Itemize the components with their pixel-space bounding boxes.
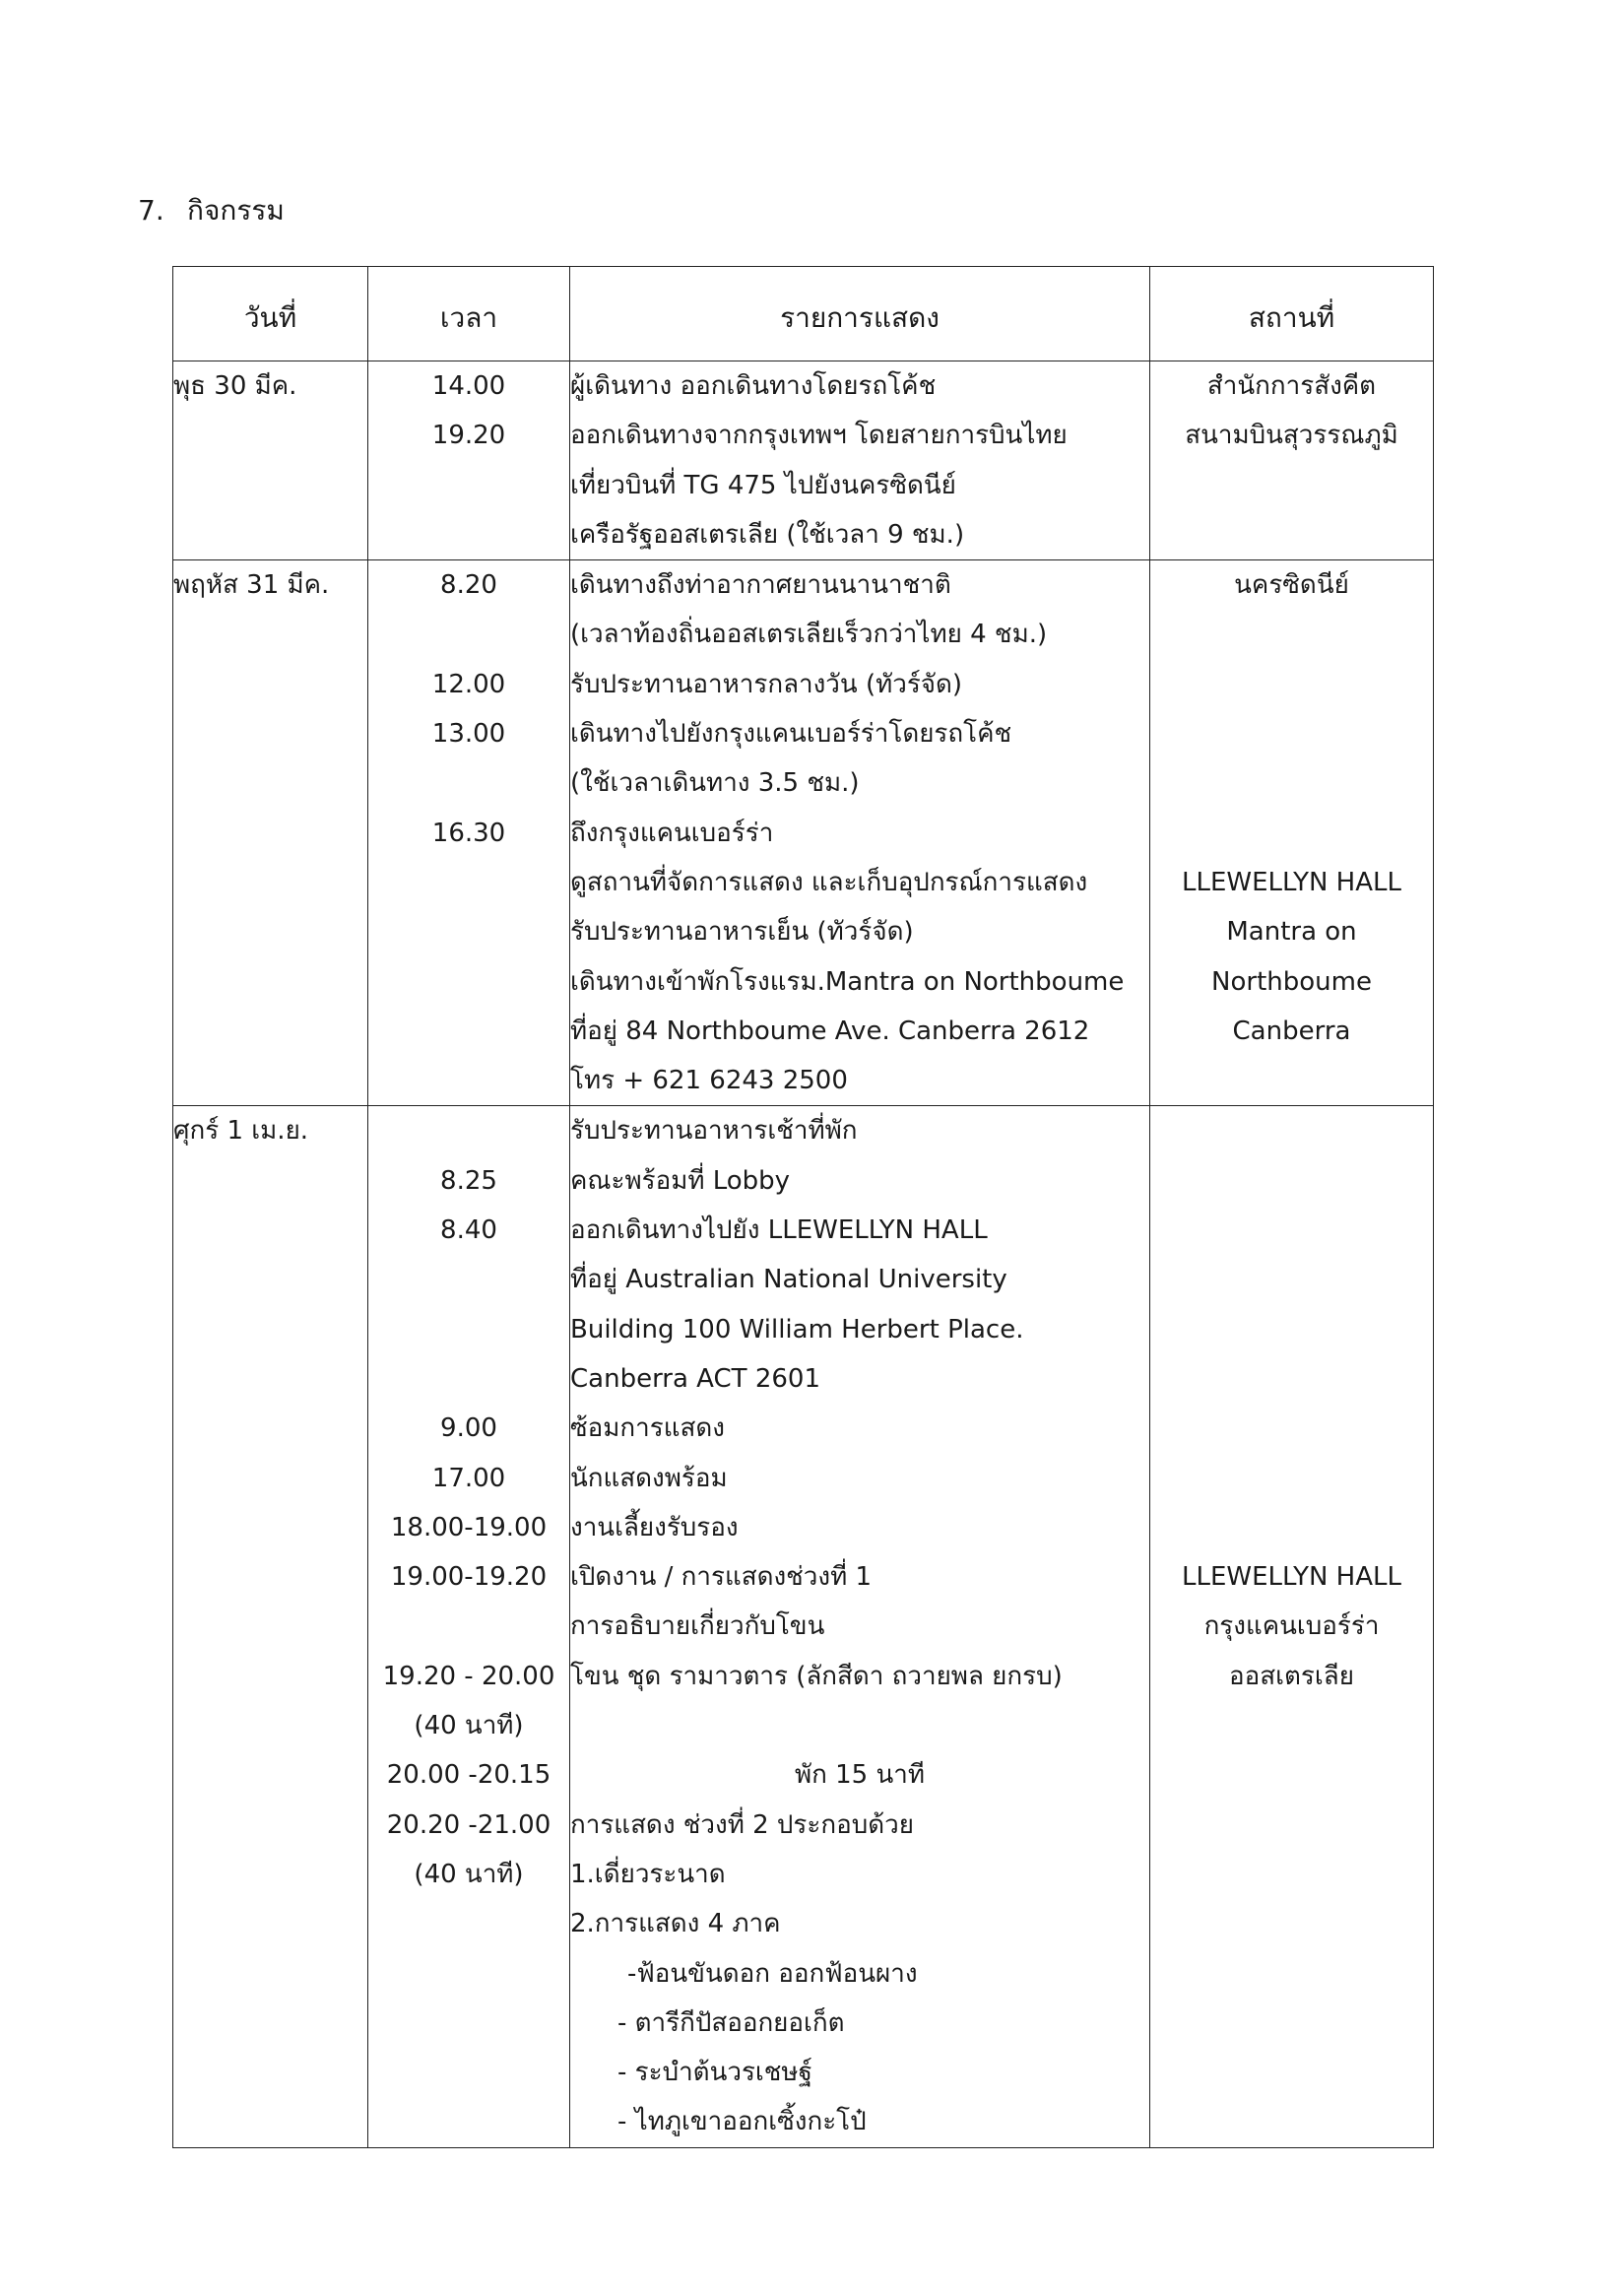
program-line: ออกเดินทางจากกรุงเทพฯ โดยสายการบินไทย: [570, 421, 1068, 451]
time-text: 17.00: [431, 1463, 506, 1493]
venue-line: LLEWELLYN HALL: [1182, 1562, 1401, 1593]
venue-line: [1150, 809, 1433, 858]
venue-line: ออสเตรเลีย: [1229, 1661, 1354, 1691]
venue-line: [1150, 1899, 1433, 1948]
row-date: [173, 1106, 368, 2147]
row-venue: [1150, 1106, 1434, 2147]
venue-line: [1150, 1206, 1433, 1255]
section-number: 7.: [138, 194, 164, 227]
header-venue: สถานที่: [1150, 267, 1434, 361]
time-text: [368, 1602, 569, 1651]
date-text: ศุกร์ 1 เม.ย.: [173, 1116, 309, 1147]
time-text: [368, 1305, 569, 1354]
row-program: [570, 1106, 1150, 2147]
program-line: (เวลาท้องถิ่นออสเตรเลียเร็วกว่าไทย 4 ชม.): [570, 620, 1048, 650]
program-line: ออกเดินทางไปยัง LLEWELLYN HALL: [570, 1215, 988, 1246]
venue-line: Northboume: [1211, 966, 1372, 997]
program-line: เดินทางไปยังกรุงแคนเบอร์ร่าโดยรถโค้ช: [570, 719, 1012, 750]
program-line: Building 100 William Herbert Place.: [570, 1314, 1024, 1345]
program-line: ดูสถานที่จัดการแสดง และเก็บอุปกรณ์การแสดง: [570, 867, 1088, 897]
time-text: [368, 1949, 569, 1999]
venue-line: กรุงแคนเบอร์ร่า: [1203, 1611, 1380, 1642]
venue-line: [1150, 1106, 1433, 1155]
time-text: (40 นาที): [414, 1859, 524, 1889]
program-line: เดินทางถึงท่าอากาศยานนานาชาติ: [570, 570, 951, 601]
program-line: การอธิบายเกี่ยวกับโขน: [570, 1611, 825, 1642]
time-text: [368, 610, 569, 659]
time-text: [368, 1007, 569, 1056]
date-text: พฤหัส 31 มีค.: [173, 570, 330, 601]
program-line: ที่อยู่ 84 Northboume Ave. Canberra 2612: [570, 1016, 1090, 1046]
program-line: เครือรัฐออสเตรเลีย (ใช้เวลา 9 ชม.): [570, 519, 965, 550]
program-line: ถึงกรุงแคนเบอร์ร่า: [570, 818, 774, 848]
program-line: รับประทานอาหารเย็น (ทัวร์จัด): [570, 917, 914, 948]
time-text: 20.00 -20.15: [386, 1760, 551, 1791]
program-line: 2.การแสดง 4 ภาค: [570, 1909, 781, 1939]
program-line: เที่ยวบินที่ TG 475 ไปยังนครซิดนีย์: [570, 470, 956, 500]
venue-line: [1150, 510, 1433, 559]
venue-line: [1150, 610, 1433, 659]
venue-line: [1150, 1305, 1433, 1354]
venue-line: นครซิดนีย์: [1234, 570, 1349, 601]
program-subitem: - ตารีกีปัสออกยอเก็ต: [617, 2007, 845, 2038]
time-text: 14.00: [431, 371, 506, 401]
program-line: โทร + 621 6243 2500: [570, 1066, 848, 1096]
program-line: งานเลี้ยงรับรอง: [570, 1512, 739, 1542]
time-text: 20.20 -21.00: [386, 1809, 551, 1840]
program-line: ที่อยู่ Australian National University: [570, 1265, 1007, 1295]
venue-line: [1150, 758, 1433, 808]
time-text: [368, 2097, 569, 2146]
venue-line: [1150, 1454, 1433, 1503]
venue-line: [1150, 1801, 1433, 1850]
time-text: 19.20 - 20.00: [382, 1661, 555, 1691]
program-line: เปิดงาน / การแสดงช่วงที่ 1: [570, 1562, 873, 1593]
header-time: เวลา: [368, 267, 570, 361]
intermission-line: พัก 15 นาที: [794, 1760, 925, 1791]
header-date: วันที่: [173, 267, 368, 361]
time-text: [368, 510, 569, 559]
program-line: (ใช้เวลาเดินทาง 3.5 ชม.): [570, 768, 860, 799]
time-text: [368, 2048, 569, 2097]
table-row: [173, 560, 1434, 1106]
time-text: [368, 858, 569, 907]
venue-line: [1150, 1156, 1433, 1206]
table-row: [173, 361, 1434, 560]
venue-line: [1150, 2097, 1433, 2146]
time-text: 19.20: [431, 421, 506, 451]
venue-line: [1150, 1999, 1433, 2048]
time-text: 16.30: [431, 818, 506, 848]
activity-schedule-table: [172, 266, 1434, 2148]
time-text: 19.00-19.20: [390, 1562, 548, 1593]
date-text: พุธ 30 มีค.: [173, 371, 297, 401]
venue-line: [1150, 709, 1433, 758]
venue-line: [1150, 1503, 1433, 1552]
program-line: โขน ชุด รามาวตาร (ลักสีดา ถวายพล ยกรบ): [570, 1661, 1063, 1691]
venue-line: [1150, 1949, 1433, 1999]
time-text: [368, 1899, 569, 1948]
time-text: 9.00: [440, 1413, 497, 1444]
program-line: คณะพร้อมที่ Lobby: [570, 1165, 791, 1196]
header-program: รายการแสดง: [570, 267, 1150, 361]
program-subitem: - ไทภูเขาออกเซิ้งกะโป๋: [617, 2107, 867, 2137]
row-program: [570, 361, 1150, 560]
time-text: [368, 1999, 569, 2048]
program-line: ซ้อมการแสดง: [570, 1413, 725, 1444]
table-row: [173, 1106, 1434, 2147]
section-title: กิจกรรม: [187, 194, 285, 227]
venue-line: [1150, 1354, 1433, 1404]
venue-line: [1150, 1404, 1433, 1453]
time-text: 8.20: [440, 570, 497, 601]
row-times: [368, 361, 570, 560]
program-line: ผู้เดินทาง ออกเดินทางโดยรถโค้ช: [570, 371, 937, 401]
program-line: เดินทางเข้าพักโรงแรม.Mantra on Northboume: [570, 966, 1125, 997]
row-date: [173, 361, 368, 560]
venue-line: Mantra on: [1226, 917, 1357, 948]
venue-line: [1150, 1701, 1433, 1750]
time-text: 8.40: [440, 1215, 497, 1246]
program-line: Canberra ACT 2601: [570, 1363, 820, 1394]
venue-line: [1150, 461, 1433, 510]
time-text: [368, 907, 569, 956]
time-text: 8.25: [440, 1165, 497, 1196]
venue-line: LLEWELLYN HALL: [1182, 867, 1401, 897]
time-text: (40 นาที): [414, 1711, 524, 1741]
venue-line: [1150, 1750, 1433, 1800]
row-venue: [1150, 560, 1434, 1106]
time-text: [368, 957, 569, 1007]
row-times: [368, 1106, 570, 2147]
program-line: รับประทานอาหารเช้าที่พัก: [570, 1116, 858, 1147]
venue-line: [1150, 1850, 1433, 1899]
program-line: นักแสดงพร้อม: [570, 1463, 728, 1493]
venue-line: [1150, 1056, 1433, 1105]
time-text: 12.00: [431, 669, 506, 699]
venue-line: [1150, 660, 1433, 709]
program-line: 1.เดี่ยวระนาด: [570, 1859, 726, 1889]
program-subitem: - ระบำต้นวรเชษฐ์: [617, 2058, 812, 2088]
venue-line: Canberra: [1232, 1016, 1351, 1046]
time-text: [368, 1354, 569, 1404]
program-line: การแสดง ช่วงที่ 2 ประกอบด้วย: [570, 1809, 914, 1840]
row-date: [173, 560, 368, 1106]
program-line: รับประทานอาหารกลางวัน (ทัวร์จัด): [570, 669, 963, 699]
venue-line: [1150, 2048, 1433, 2097]
row-venue: [1150, 361, 1434, 560]
time-text: 13.00: [431, 719, 506, 750]
program-subitem: -ฟ้อนขันดอก ออกฟ้อนผาง: [627, 1958, 918, 1989]
venue-line: สำนักการสังคีต: [1206, 371, 1377, 401]
time-text: [368, 1106, 569, 1155]
row-times: [368, 560, 570, 1106]
time-text: [368, 758, 569, 808]
venue-line: สนามบินสุวรรณภูมิ: [1185, 421, 1398, 451]
row-program: [570, 560, 1150, 1106]
table-header-row: [173, 267, 1434, 361]
time-text: [368, 461, 569, 510]
time-text: [368, 1056, 569, 1105]
section-heading: [138, 191, 285, 230]
program-line: [570, 1701, 1149, 1750]
time-text: [368, 1255, 569, 1304]
time-text: 18.00-19.00: [390, 1512, 548, 1542]
venue-line: [1150, 1255, 1433, 1304]
